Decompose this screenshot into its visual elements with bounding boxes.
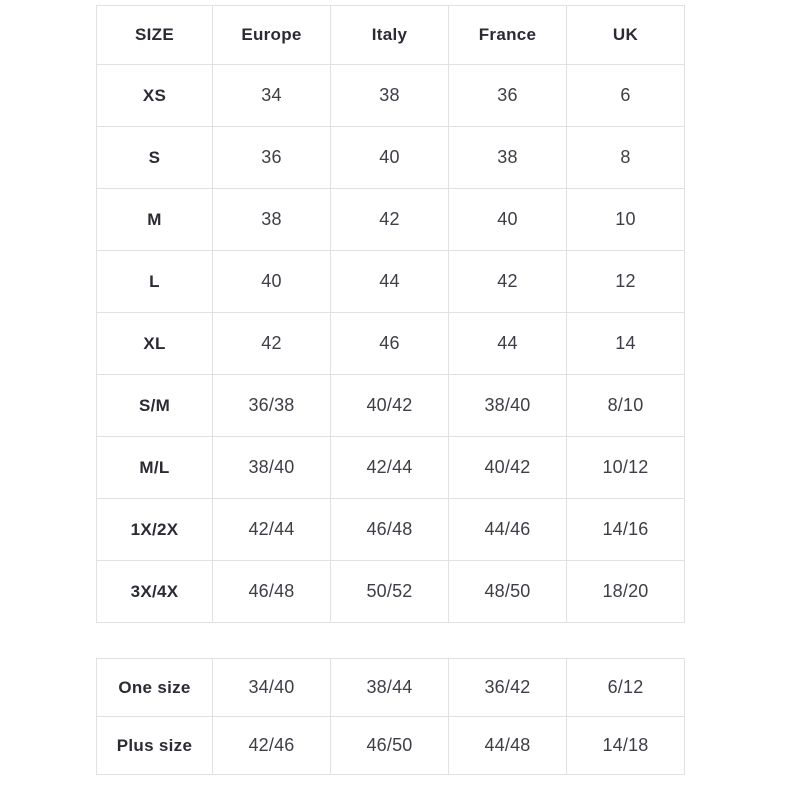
size-value: 42/46 xyxy=(213,717,331,775)
size-value: 6/12 xyxy=(567,659,685,717)
size-value: 44 xyxy=(449,313,567,375)
size-value: 42 xyxy=(331,189,449,251)
table-row xyxy=(97,499,685,561)
table-row xyxy=(97,251,685,313)
table-row xyxy=(97,717,685,775)
size-value: 42/44 xyxy=(331,437,449,499)
size-value: 38 xyxy=(213,189,331,251)
size-value: 36 xyxy=(213,127,331,189)
size-label: XS xyxy=(97,65,213,127)
size-value: 44/46 xyxy=(449,499,567,561)
size-value: 14/16 xyxy=(567,499,685,561)
size-value: 40 xyxy=(331,127,449,189)
table-row xyxy=(97,437,685,499)
size-label: 1X/2X xyxy=(97,499,213,561)
size-value: 6 xyxy=(567,65,685,127)
size-label: L xyxy=(97,251,213,313)
size-value: 18/20 xyxy=(567,561,685,623)
special-sizes-table xyxy=(96,658,685,775)
size-value: 38 xyxy=(331,65,449,127)
size-value: 8 xyxy=(567,127,685,189)
size-value: 38 xyxy=(449,127,567,189)
size-value: 40/42 xyxy=(331,375,449,437)
size-value: 34 xyxy=(213,65,331,127)
size-value: 36 xyxy=(449,65,567,127)
size-value: 34/40 xyxy=(213,659,331,717)
size-value: 14/18 xyxy=(567,717,685,775)
size-value: 44/48 xyxy=(449,717,567,775)
size-value: 46/48 xyxy=(213,561,331,623)
size-label: One size xyxy=(97,659,213,717)
size-label: XL xyxy=(97,313,213,375)
size-value: 36/38 xyxy=(213,375,331,437)
column-header-uk: UK xyxy=(567,6,685,65)
size-label: M/L xyxy=(97,437,213,499)
size-value: 14 xyxy=(567,313,685,375)
size-conversion-table-body xyxy=(97,65,685,623)
size-value: 48/50 xyxy=(449,561,567,623)
size-value: 38/40 xyxy=(449,375,567,437)
size-label: S/M xyxy=(97,375,213,437)
size-label: Plus size xyxy=(97,717,213,775)
size-value: 12 xyxy=(567,251,685,313)
size-value: 42 xyxy=(449,251,567,313)
size-value: 46/50 xyxy=(331,717,449,775)
size-value: 42 xyxy=(213,313,331,375)
column-header-italy: Italy xyxy=(331,6,449,65)
table-row xyxy=(97,561,685,623)
table-row xyxy=(97,659,685,717)
size-label: S xyxy=(97,127,213,189)
size-label: 3X/4X xyxy=(97,561,213,623)
table-row xyxy=(97,189,685,251)
column-header-france: France xyxy=(449,6,567,65)
table-row xyxy=(97,127,685,189)
size-value: 36/42 xyxy=(449,659,567,717)
table-row xyxy=(97,375,685,437)
size-value: 8/10 xyxy=(567,375,685,437)
size-value: 40/42 xyxy=(449,437,567,499)
size-value: 40 xyxy=(213,251,331,313)
table-row xyxy=(97,313,685,375)
size-value: 40 xyxy=(449,189,567,251)
size-value: 38/44 xyxy=(331,659,449,717)
column-header-europe: Europe xyxy=(213,6,331,65)
column-header-size: SIZE xyxy=(97,6,213,65)
size-value: 46/48 xyxy=(331,499,449,561)
size-value: 10 xyxy=(567,189,685,251)
size-conversion-table xyxy=(96,5,685,623)
size-value: 10/12 xyxy=(567,437,685,499)
size-value: 42/44 xyxy=(213,499,331,561)
size-value: 38/40 xyxy=(213,437,331,499)
size-value: 44 xyxy=(331,251,449,313)
table-row xyxy=(97,65,685,127)
header-row xyxy=(97,6,685,65)
size-value: 50/52 xyxy=(331,561,449,623)
special-sizes-table-body xyxy=(97,659,685,775)
size-label: M xyxy=(97,189,213,251)
size-value: 46 xyxy=(331,313,449,375)
